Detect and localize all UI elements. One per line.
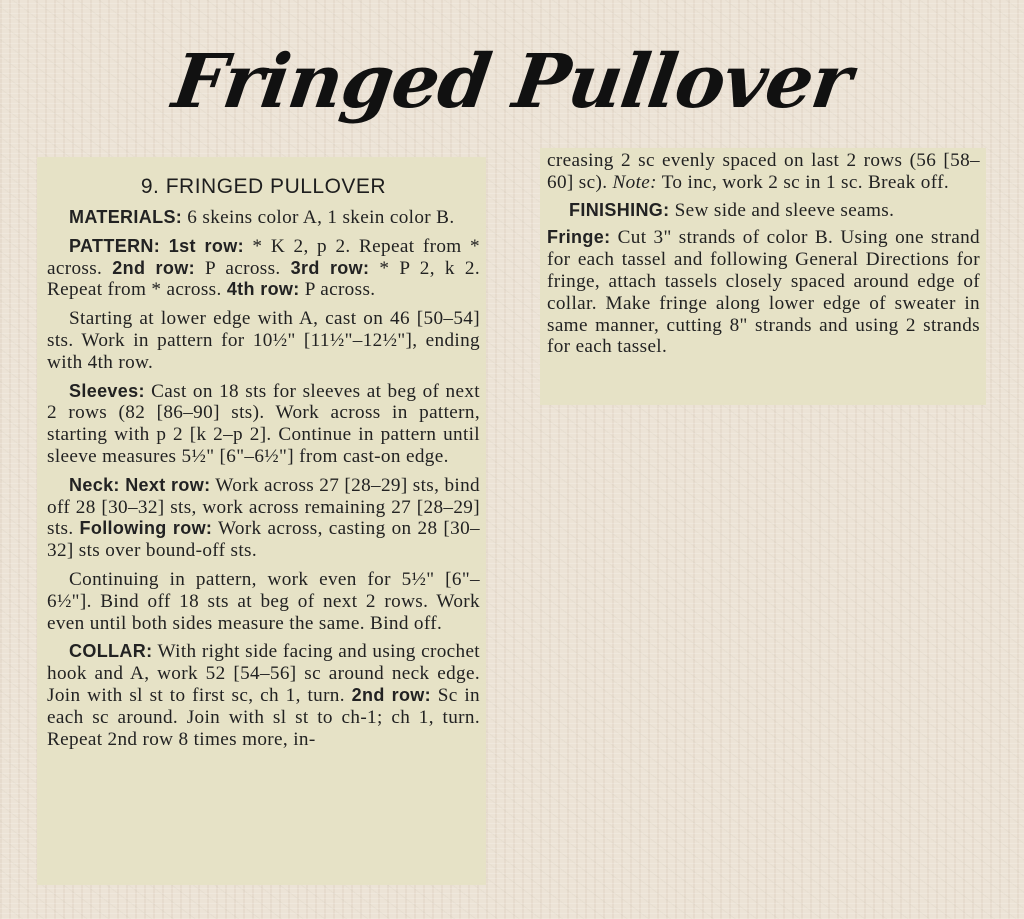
row2-label: 2nd row:: [112, 257, 195, 278]
collar-label: COLLAR:: [69, 641, 153, 662]
fringe-text: Cut 3" strands of color B. Using one strand for each tassel and following General Directions for fringe, attach tassels closely spaced around edge of collar. Make fringe along lower edge of sweater in same manner, cutting 8" strands and using 2 strands for each tassel.: [547, 227, 980, 358]
note-label: Note:: [612, 171, 657, 193]
sleeves-label: Sleeves:: [69, 380, 145, 401]
continue-paragraph: Continuing in pattern, work even for 5½" [6"–6½"]. Bind off 18 sts at beg of next 2 rows. Work even until both sides measure the same. Bind off.: [47, 568, 480, 634]
neck-text: Work across 27 [28–29] sts, bind off 28 [30–32] sts, work across remaining 27 [28–29] sts.: [47, 474, 480, 540]
collar-paragraph: [47, 641, 480, 750]
row3-text: * P 2, k 2. Repeat from * across.: [47, 257, 480, 301]
pattern-paragraph: [47, 236, 480, 301]
page-title: Fringed Pullover: [167, 39, 857, 125]
sleeves-text: Cast on 18 sts for sleeves at beg of next 2 rows (82 [86–90] sts). Work across in pattern, starting with p 2 [k 2–p 2]. Continue in pattern until sleeve measures 5½" [6"–6½"] from cast-on edge.: [47, 380, 480, 467]
fringe-label: Fringe:: [547, 227, 611, 248]
finishing-paragraph: [547, 200, 980, 222]
following-row-label: Following row:: [79, 518, 213, 539]
collar-text: With right side facing and using crochet hook and A, work 52 [54–56] sc around neck edge. Join with sl st to first sc, ch 1, turn.: [47, 641, 480, 706]
materials-text: 6 skeins color A, 1 skein color B.: [182, 207, 455, 228]
collar-continued-paragraph: [547, 150, 980, 194]
instructions-column-right: [540, 148, 986, 405]
note-text: To inc, work 2 sc in 1 sc. Break off.: [656, 171, 949, 193]
row1-text: * K 2, p 2. Repeat from * across.: [47, 235, 480, 279]
following-row-text: Work across, casting on 28 [30–32] sts over bound-off sts.: [47, 518, 480, 562]
finishing-label: FINISHING:: [569, 199, 670, 220]
pattern-heading: 9. FRINGED PULLOVER: [140, 175, 387, 198]
row2-text: P across.: [194, 257, 291, 279]
neck-label: Neck: Next row:: [69, 474, 211, 495]
materials-label: MATERIALS:: [69, 207, 183, 227]
materials-paragraph: [47, 207, 480, 229]
finishing-text: Sew side and sleeve seams.: [669, 199, 895, 221]
row1-label: 1st row:: [160, 235, 244, 256]
instructions-column-left: [37, 157, 486, 885]
fringe-paragraph: [547, 227, 980, 358]
collar-row2-text: Sc in each sc around. Join with sl st to ch-1; ch 1, turn. Repeat 2nd row 8 times more, in-: [47, 684, 480, 750]
collar-continued-text: creasing 2 sc evenly spaced on last 2 rows (56 [58–60] sc).: [547, 150, 980, 193]
collar-row2-label: 2nd row:: [351, 684, 432, 705]
sleeves-paragraph: [47, 381, 480, 468]
row3-label: 3rd row:: [290, 257, 370, 278]
neck-paragraph: [47, 475, 480, 562]
row4-text: P across.: [299, 279, 376, 301]
pattern-label: PATTERN:: [69, 235, 161, 256]
start-paragraph: Starting at lower edge with A, cast on 46 [50–54] sts. Work in pattern for 10½" [11½"–12½"], ending with 4th row.: [47, 308, 480, 373]
row4-label: 4th row:: [226, 279, 300, 300]
